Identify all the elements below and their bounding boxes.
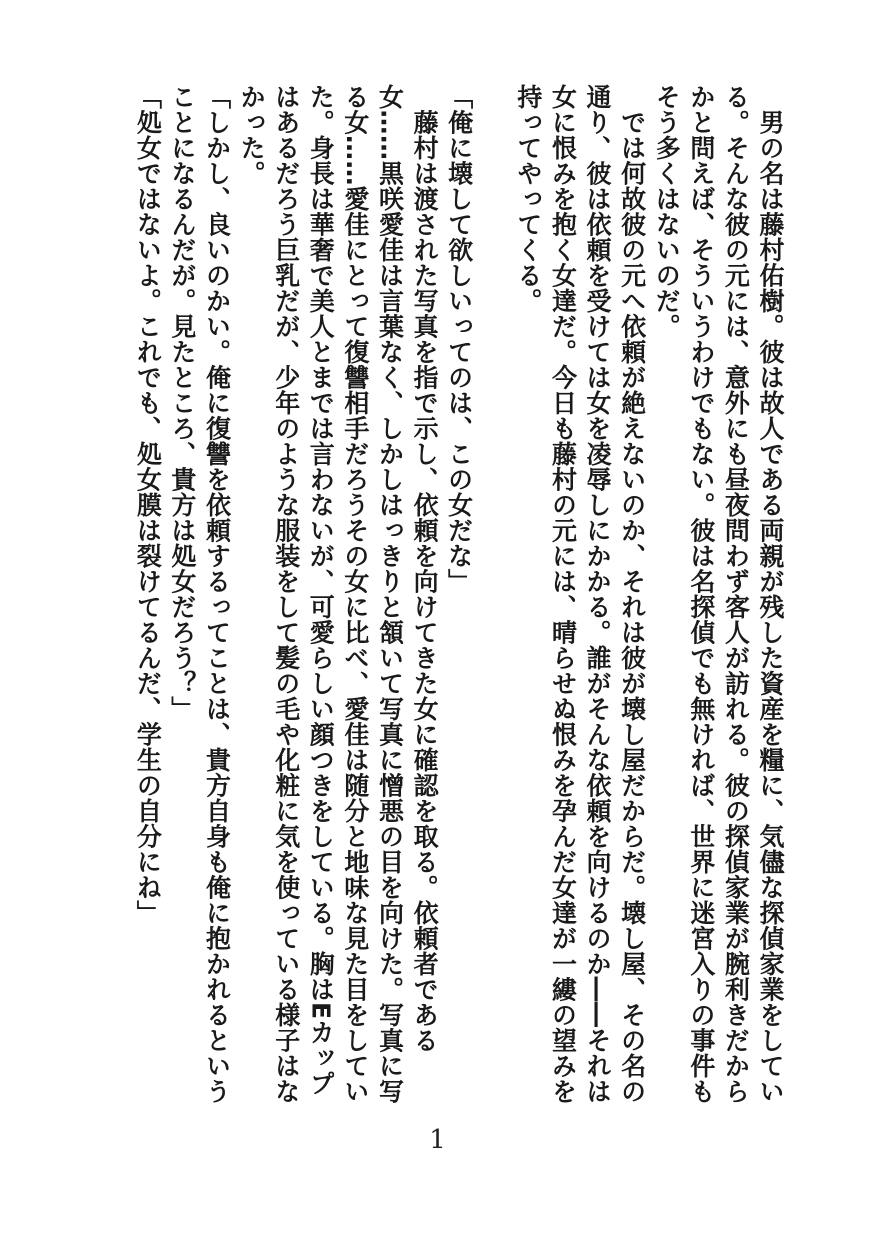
dialogue-fujimura-2: 「しかし、良いのかい。俺に復讐を依頼するってことは、貴方自身も俺に抱かれるということになるんだが。見たところ、貴方は処女だろう？」	[167, 84, 232, 1104]
paragraph-aika: 藤村は渡された写真を指で示し、依頼を向けてきた女に確認を取る。依頼者である女……黒咲愛佳は言葉なく、しかしはっきりと頷いて写真に憎悪の目を向けた。写真に写る女……愛佳にとって復讐相手だろうその女に比べ、愛佳は随分と地味な見た目をしていた。身長は華奢で美人とまでは言わないが、可愛らしい顔つきをしている。胸はEカップはあるだろう巨乳だが、少年のような服装をして髪の毛や化粧に気を使っている様子はなかった。	[237, 84, 440, 1104]
paragraph-blank	[476, 84, 511, 1104]
dialogue-fujimura-1: 「俺に壊して欲しいってのは、この女だな」	[444, 84, 474, 594]
paragraph-intro: 男の名は藤村佑樹。彼は故人である両親が残した資産を糧に、気儘な探偵家業をしている。そんな彼の元には、意外にも昼夜問わず客人が訪れる。彼の探偵家業が腕利きだからかと問えば、そういうわけでもない。彼は名探偵でも無ければ、世界に迷宮入りの事件もそう多くはないのだ。	[652, 84, 785, 1104]
page-number: 1	[429, 1125, 446, 1155]
vertical-text-body	[67, 84, 787, 1104]
dialogue-aika-1: 「処女ではないよ。これでも、処女膜は裂けてるんだ、学生の自分にね」	[133, 84, 163, 926]
paragraph-breaker: では何故彼の元へ依頼が絶えないのか、それは彼が壊し屋だからだ。壊し屋、その名の通り、彼は依頼を受けては女を凌辱しにかかる。誰がそんな依頼を向けるのか――それは女に恨みを抱く女達だ。今日も藤村の元には、晴らせぬ恨みを孕んだ女達が一縷の望みを持ってやってくる。	[513, 84, 647, 1104]
